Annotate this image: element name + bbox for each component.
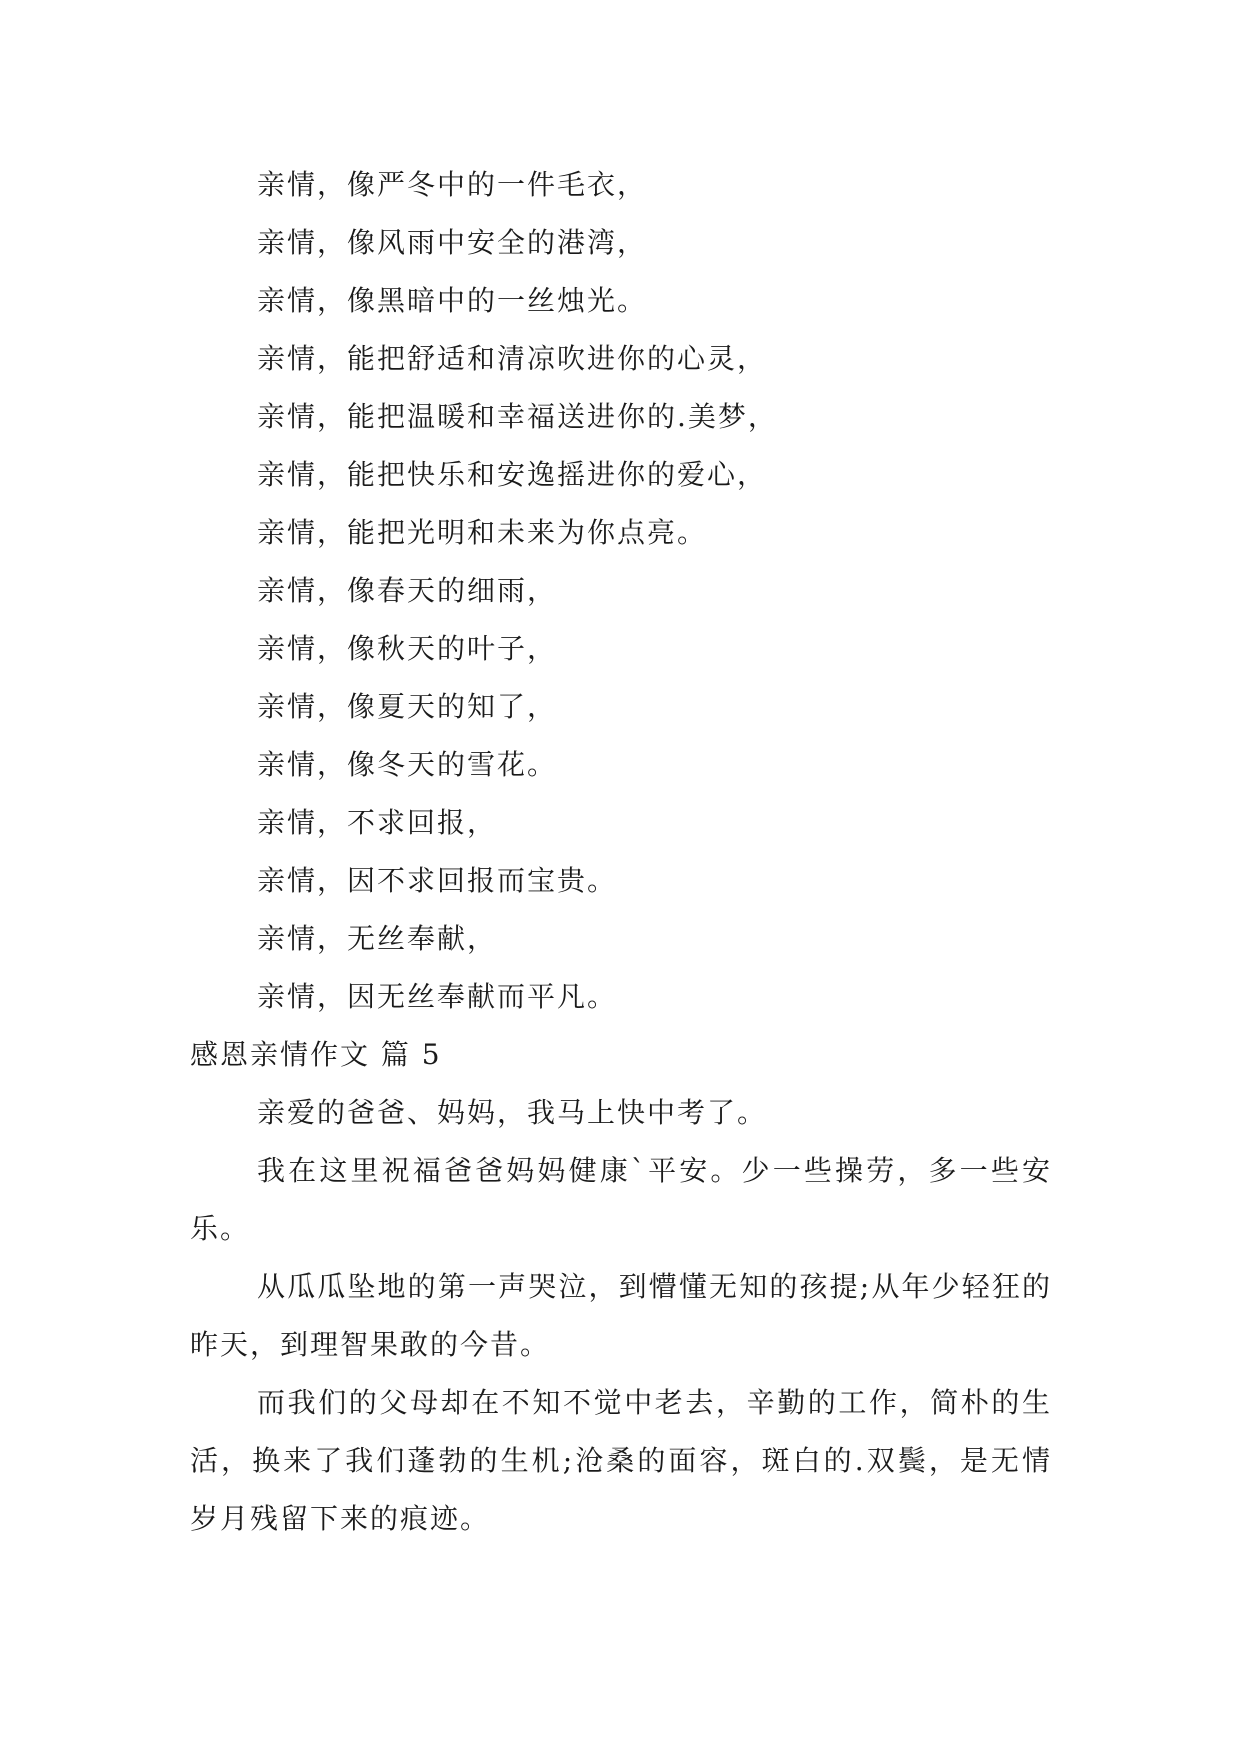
paragraph: 从瓜瓜坠地的第一声哭泣，到懵懂无知的孩提;从年少轻狂的昨天，到理智果敢的今昔。 (190, 1270, 1052, 1361)
section-title: 感恩亲情作文 篇 5 (190, 1038, 442, 1071)
paragraph: 我在这里祝福爸爸妈妈健康`平安。少一些操劳，多一些安乐。 (190, 1154, 1052, 1245)
paragraph: 亲爱的爸爸、妈妈，我马上快中考了。 (257, 1096, 768, 1129)
poem-line: 亲情，不求回报， (257, 806, 498, 839)
poem-line: 亲情，能把光明和未来为你点亮。 (257, 516, 708, 549)
poem-line: 亲情，能把温暖和幸福送进你的.美梦， (257, 400, 778, 433)
poem-line: 亲情，因无丝奉献而平凡。 (257, 980, 618, 1013)
poem-line: 亲情，像严冬中的一件毛衣， (257, 168, 648, 201)
poem-line: 亲情，无丝奉献， (257, 922, 498, 955)
poem-line: 亲情，像夏天的知了， (257, 690, 558, 723)
poem-line: 亲情，像秋天的叶子， (257, 632, 558, 665)
poem-line: 亲情，像黑暗中的一丝烛光。 (257, 284, 648, 317)
poem-line: 亲情，能把快乐和安逸摇进你的爱心， (257, 458, 768, 491)
paragraph: 而我们的父母却在不知不觉中老去，辛勤的工作，简朴的生活，换来了我们蓬勃的生机;沧桑的面容，斑白的.双鬓，是无情岁月残留下来的痕迹。 (190, 1386, 1052, 1535)
poem-line: 亲情，能把舒适和清凉吹进你的心灵， (257, 342, 768, 375)
poem-line: 亲情，像春天的细雨， (257, 574, 558, 607)
poem-line: 亲情，像冬天的雪花。 (257, 748, 558, 781)
document-content (190, 156, 1052, 1548)
poem-line: 亲情，像风雨中安全的港湾， (257, 226, 648, 259)
poem-line: 亲情，因不求回报而宝贵。 (257, 864, 618, 897)
